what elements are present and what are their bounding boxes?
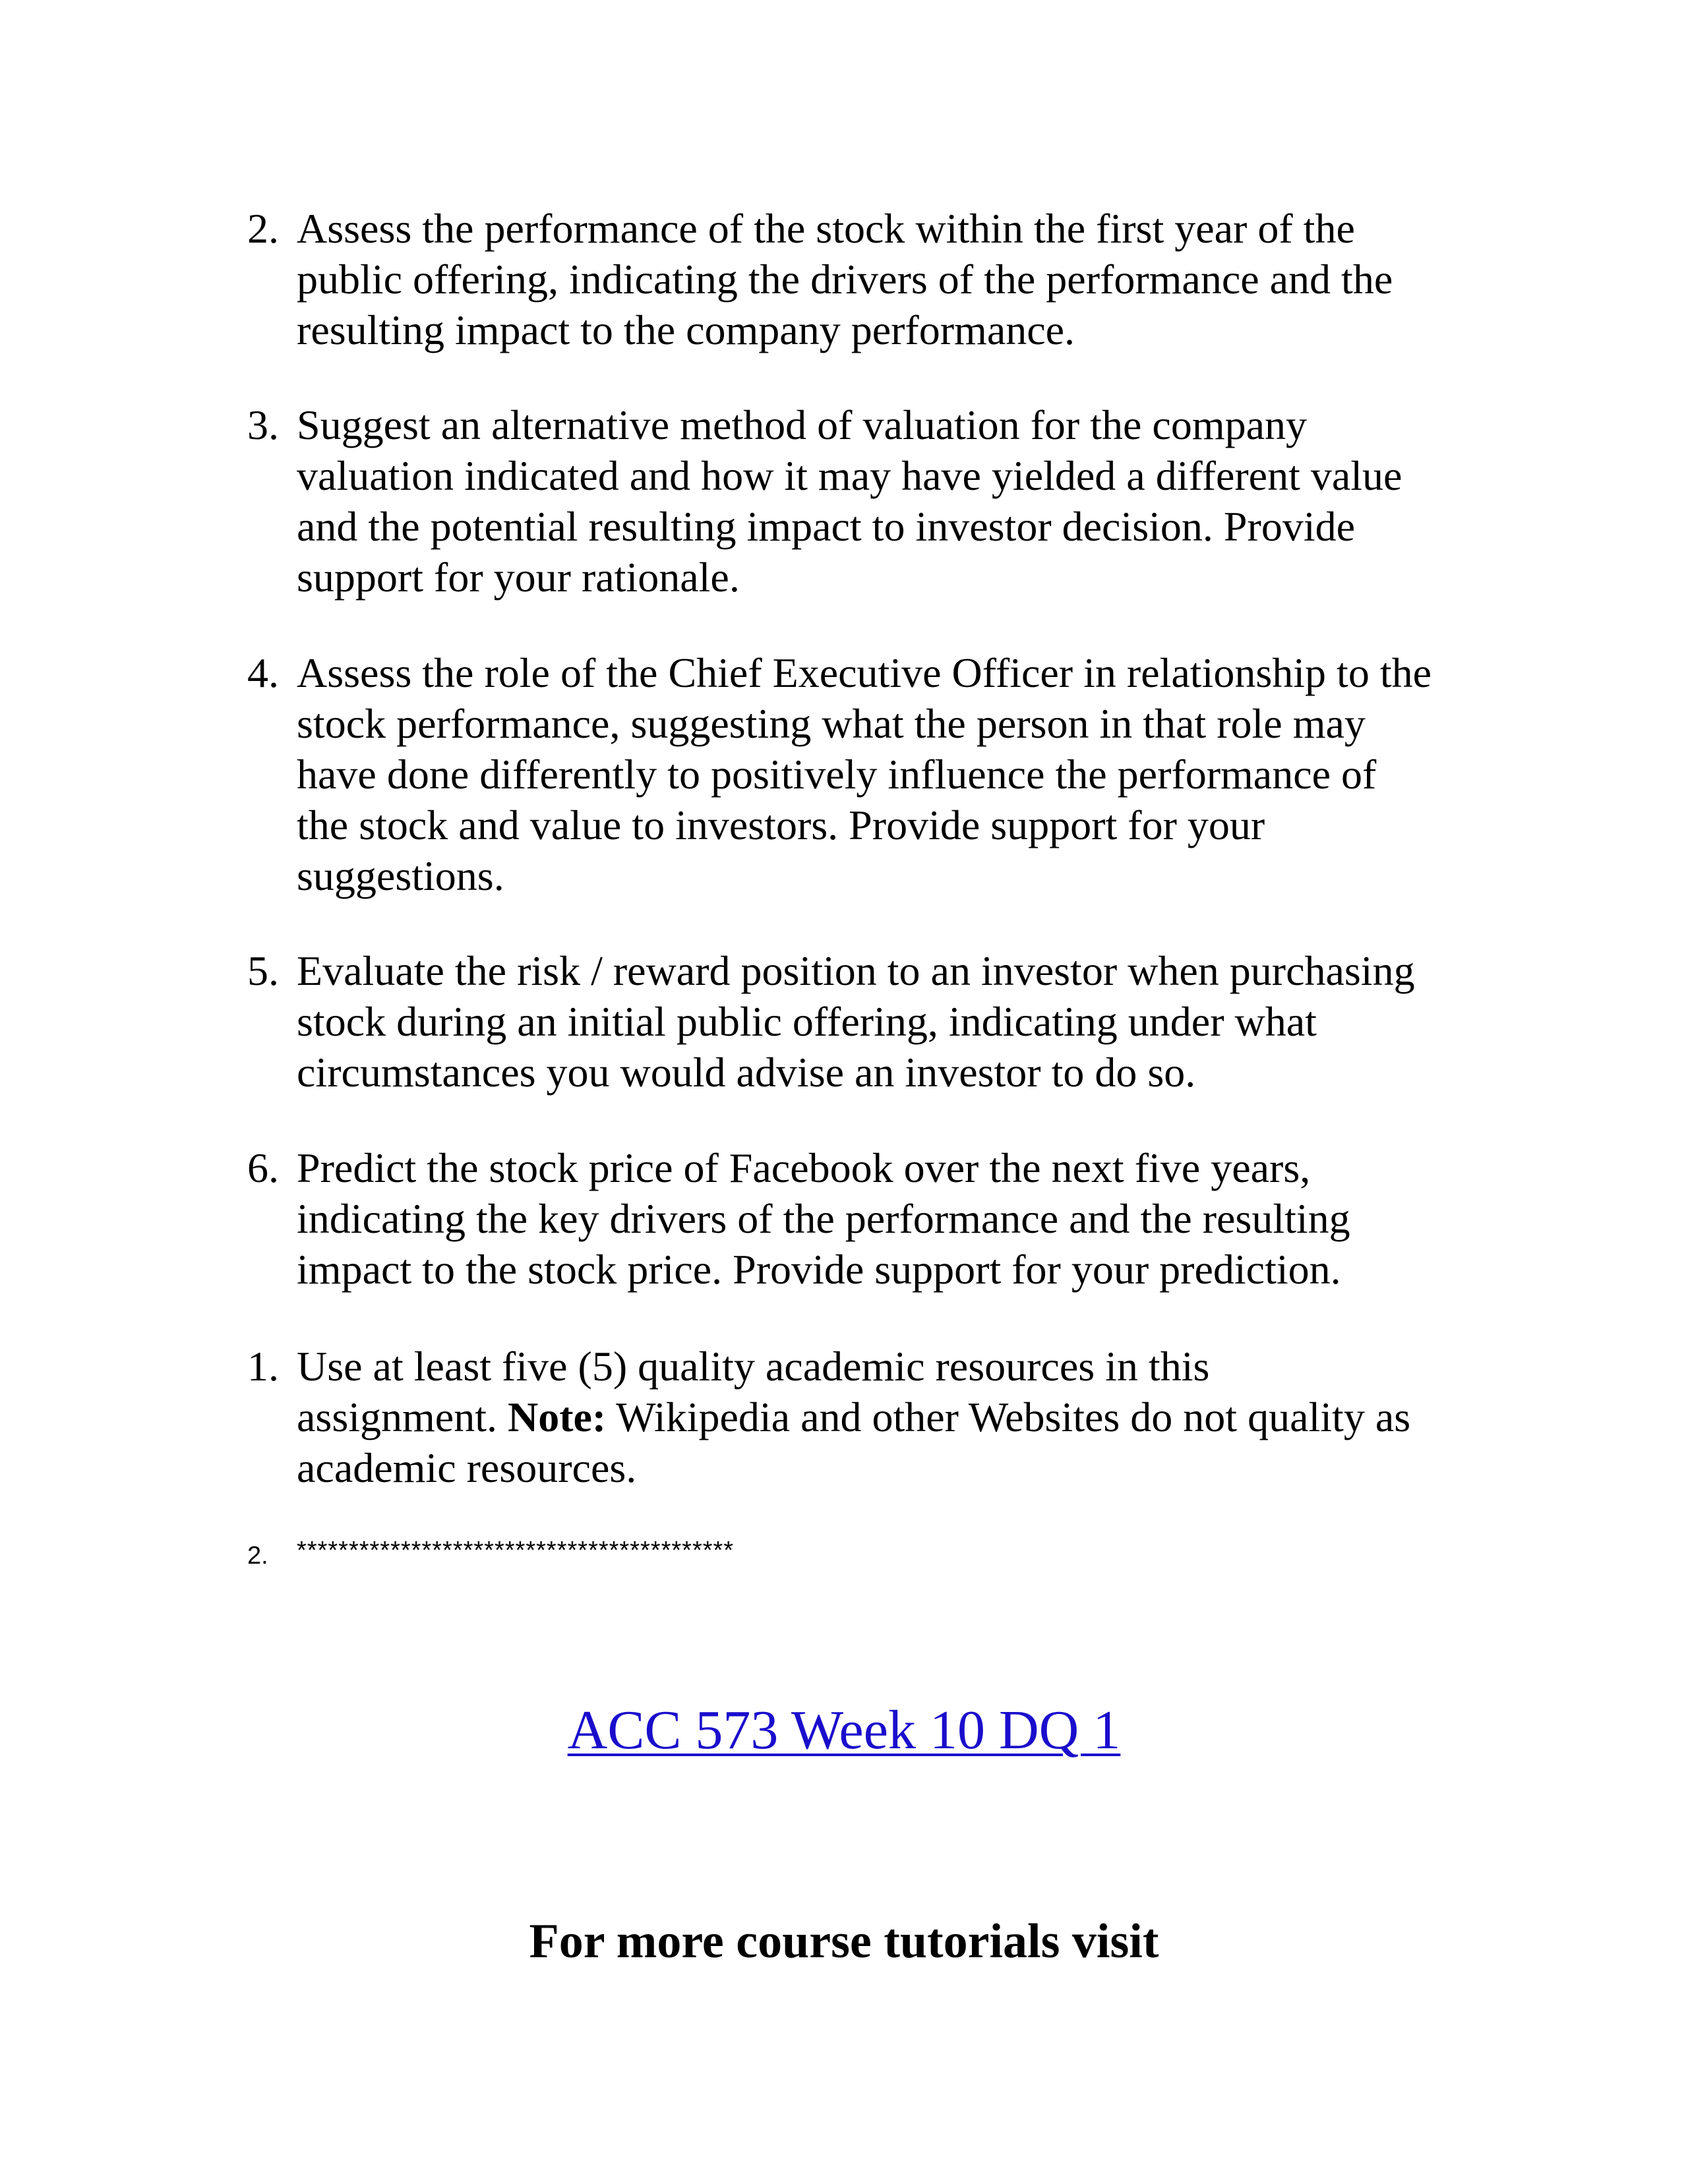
list-item-number: 2. [247,1542,268,1570]
asterisk-separator: ****************************************** [297,1537,735,1564]
list-item-text: Suggest an alternative method of valuation for the company valuation indicated and how it may have yielded a different value and the potential resulting impact to investor decision. Provide support for your rationale. [297,401,1402,601]
course-link[interactable]: ACC 573 Week 10 DQ 1 [567,1699,1121,1761]
list-item-number: 5. [247,947,279,994]
list-item-text: Predict the stock price of Facebook over the next five years, indicating the key drivers of the performance and the resulting impact to the stock price. Provide support for your prediction. [297,1144,1350,1293]
list-item-text: Assess the role of the Chief Executive Officer in relationship to the stock performance, suggesting what the person in that role may have done differently to positively influence the performance of the stock and value to investors. Provide support for your suggestions. [297,649,1432,899]
list-item-number: 4. [247,649,279,696]
list-item-number: 6. [247,1144,279,1191]
list-item-text: Use at least five (5) quality academic resources in this assignment. Note: Wikipedia and other Websites do not quality as academic resources. [297,1343,1411,1491]
list-item-number: 2. [247,205,279,252]
list-item-text: Evaluate the risk / reward position to an investor when purchasing stock during an initial public offering, indicating under what circumstances you would advise an investor to do so. [297,947,1415,1096]
separator-list-item [247,1536,1236,1569]
list-item-number: 3. [247,401,279,448]
course-link-container [0,1697,1688,1763]
list-item-number: 1. [247,1343,279,1390]
note-label: Note: [507,1394,607,1440]
list-item-text: Assess the performance of the stock within the first year of the public offering, indicating the drivers of the performance and the resulting impact to the company performance. [297,205,1393,353]
visit-heading: For more course tutorials visit [529,1914,1159,1968]
